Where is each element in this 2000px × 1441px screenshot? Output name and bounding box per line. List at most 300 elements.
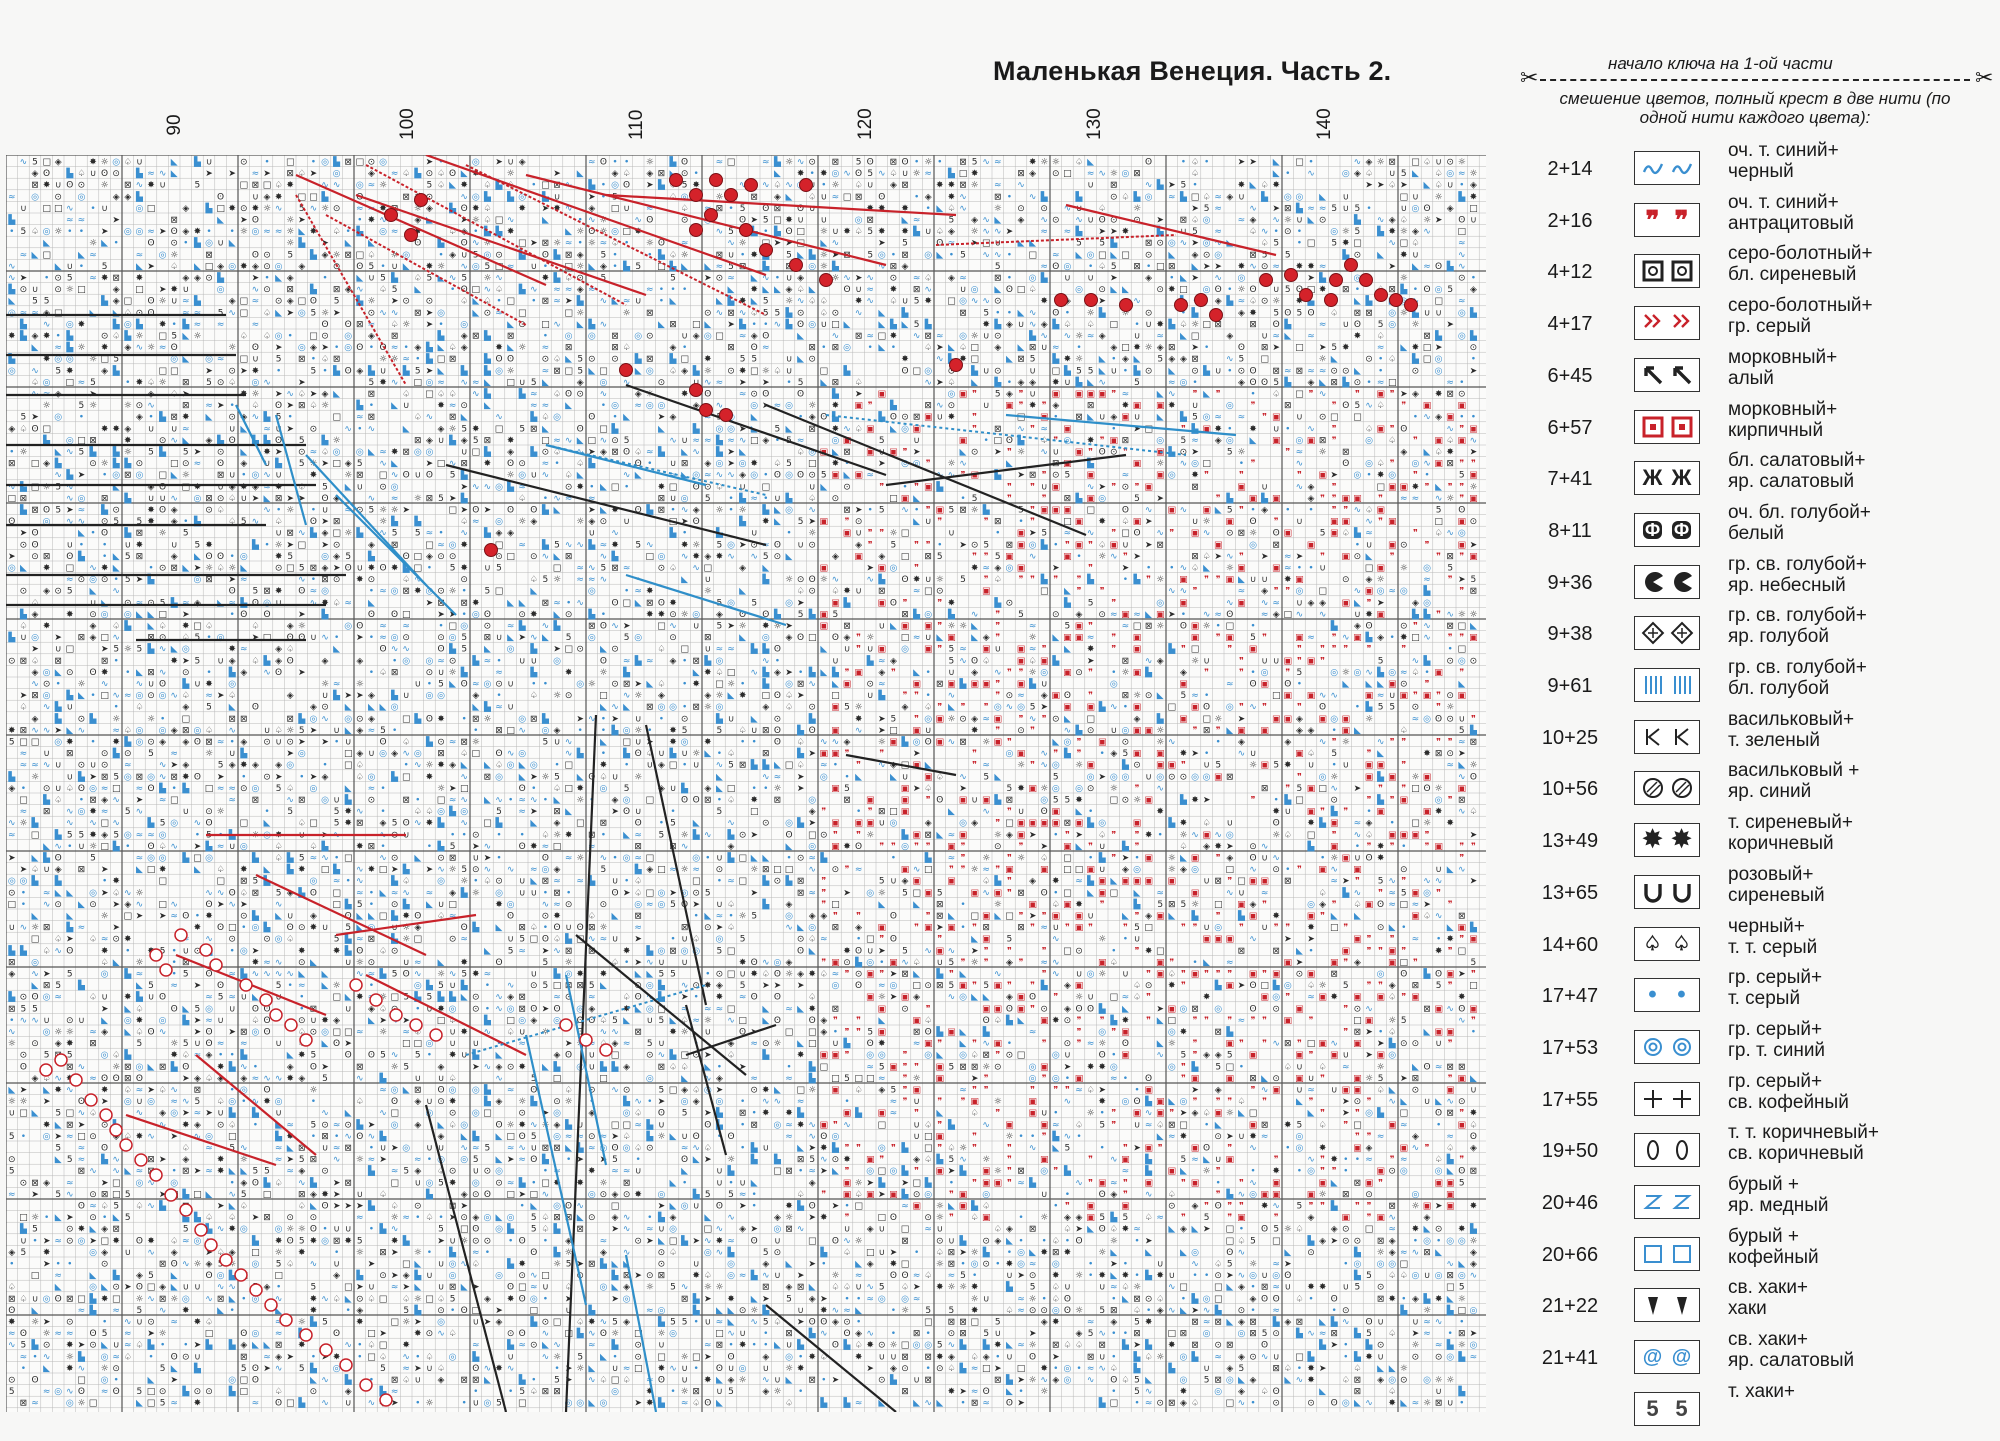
svg-text:□: □ bbox=[448, 506, 457, 516]
svg-text:◣: ◣ bbox=[786, 424, 793, 434]
svg-text:❞: ❞ bbox=[868, 807, 873, 817]
svg-text:5: 5 bbox=[995, 390, 1001, 400]
svg-text:•: • bbox=[241, 772, 246, 782]
svg-text:☼: ☼ bbox=[449, 424, 457, 434]
svg-text:•: • bbox=[1250, 390, 1255, 400]
svg-text:ʘ: ʘ bbox=[229, 888, 236, 898]
svg-text:ʘ: ʘ bbox=[1470, 772, 1477, 782]
svg-text:◈: ◈ bbox=[1261, 506, 1268, 516]
svg-text:♤: ♤ bbox=[820, 297, 828, 307]
svg-text:✸: ✸ bbox=[692, 552, 700, 562]
svg-text:⊠: ⊠ bbox=[101, 656, 109, 666]
svg-text:▣: ▣ bbox=[820, 622, 829, 632]
svg-text:▙: ▙ bbox=[367, 364, 376, 376]
svg-text:□: □ bbox=[506, 552, 515, 562]
svg-text:∿: ∿ bbox=[1029, 714, 1037, 724]
svg-text:◣: ◣ bbox=[507, 320, 514, 330]
svg-text:◣: ◣ bbox=[936, 830, 943, 840]
svg-text:•: • bbox=[1448, 645, 1453, 655]
svg-text:✸: ✸ bbox=[437, 714, 445, 724]
svg-text:☼: ☼ bbox=[1017, 448, 1025, 458]
svg-text:☼: ☼ bbox=[483, 714, 491, 724]
svg-text:▣: ▣ bbox=[1458, 517, 1467, 527]
svg-text:•: • bbox=[1274, 227, 1279, 237]
svg-text:♤: ♤ bbox=[251, 656, 259, 666]
svg-text:☼: ☼ bbox=[1168, 865, 1176, 875]
svg-text:□: □ bbox=[808, 459, 817, 469]
svg-text:•: • bbox=[520, 830, 525, 840]
svg-text:•: • bbox=[90, 529, 95, 539]
svg-text:▙: ▙ bbox=[390, 770, 399, 782]
svg-text:❞: ❞ bbox=[1436, 610, 1441, 620]
svg-text:∪: ∪ bbox=[415, 471, 422, 481]
svg-text:⊙: ⊙ bbox=[484, 308, 492, 318]
svg-text:▙: ▙ bbox=[77, 770, 86, 782]
svg-text:≈: ≈ bbox=[217, 355, 225, 365]
svg-text:⊙: ⊙ bbox=[147, 691, 155, 701]
svg-text:≈: ≈ bbox=[507, 622, 515, 632]
svg-text:◈: ◈ bbox=[368, 540, 375, 550]
svg-text:◎: ◎ bbox=[309, 714, 317, 724]
svg-text:◣: ◣ bbox=[1273, 169, 1280, 179]
svg-text:ʘ: ʘ bbox=[971, 656, 978, 666]
svg-text:∿: ∿ bbox=[971, 610, 979, 620]
svg-text:✸: ✸ bbox=[310, 471, 318, 481]
svg-text:❞: ❞ bbox=[1262, 633, 1267, 643]
svg-text:⊙: ⊙ bbox=[1354, 378, 1362, 388]
svg-text:•: • bbox=[427, 842, 432, 852]
svg-text:5: 5 bbox=[949, 656, 955, 666]
svg-text:ʘ: ʘ bbox=[762, 610, 769, 620]
svg-text:◣: ◣ bbox=[1226, 726, 1233, 736]
svg-text:∪: ∪ bbox=[148, 424, 155, 434]
svg-text:☼: ☼ bbox=[228, 343, 236, 353]
svg-text:♤: ♤ bbox=[657, 680, 665, 690]
svg-text:❞: ❞ bbox=[984, 703, 989, 713]
svg-text:◎: ◎ bbox=[460, 320, 468, 330]
svg-text:•: • bbox=[380, 807, 385, 817]
svg-text:❞: ❞ bbox=[1343, 807, 1348, 817]
svg-text:✸: ✸ bbox=[66, 610, 74, 620]
svg-text:☼: ☼ bbox=[553, 830, 561, 840]
svg-text:5: 5 bbox=[299, 459, 305, 469]
svg-text:▙: ▙ bbox=[877, 573, 886, 585]
svg-text:◣: ◣ bbox=[1250, 181, 1257, 191]
svg-text:∪: ∪ bbox=[438, 668, 445, 678]
svg-text:□: □ bbox=[1237, 877, 1246, 887]
svg-text:▙: ▙ bbox=[1353, 527, 1362, 539]
svg-text:◈: ◈ bbox=[1041, 320, 1048, 330]
svg-text:ʘ: ʘ bbox=[901, 575, 908, 585]
svg-text:♤: ♤ bbox=[553, 448, 561, 458]
svg-text:∪: ∪ bbox=[670, 494, 677, 504]
svg-text:•: • bbox=[148, 564, 153, 574]
svg-text:❞: ❞ bbox=[1262, 703, 1267, 713]
svg-text:▣: ▣ bbox=[1156, 471, 1165, 481]
legend-code: 7+41 bbox=[1520, 468, 1620, 491]
svg-text:□: □ bbox=[912, 366, 921, 376]
svg-text:▙: ▙ bbox=[1075, 724, 1084, 736]
svg-text:◎: ◎ bbox=[1330, 227, 1338, 237]
svg-text:✸: ✸ bbox=[948, 598, 956, 608]
legend-code: 20+46 bbox=[1520, 1192, 1620, 1215]
svg-text:∪: ∪ bbox=[217, 482, 224, 492]
svg-text:▙: ▙ bbox=[263, 654, 272, 666]
svg-text:➤: ➤ bbox=[1098, 772, 1106, 782]
legend-color-2: т. серый bbox=[1728, 988, 1800, 1010]
svg-text:◎: ◎ bbox=[205, 239, 213, 249]
svg-text:□: □ bbox=[1411, 633, 1420, 643]
svg-text:✸: ✸ bbox=[982, 320, 990, 330]
dot-icon bbox=[1634, 978, 1700, 1012]
svg-text:ʘ: ʘ bbox=[252, 703, 259, 713]
svg-text:□: □ bbox=[332, 459, 341, 469]
svg-text:≈: ≈ bbox=[1412, 494, 1420, 504]
svg-text:∿: ∿ bbox=[1156, 529, 1164, 539]
svg-text:✸: ✸ bbox=[182, 772, 190, 782]
svg-text:◈: ◈ bbox=[1099, 332, 1106, 342]
svg-text:▙: ▙ bbox=[657, 248, 666, 260]
svg-text:⊙: ⊙ bbox=[808, 355, 816, 365]
svg-text:∿: ∿ bbox=[600, 320, 608, 330]
svg-text:➤: ➤ bbox=[89, 772, 97, 782]
svg-text:⊠: ⊠ bbox=[1029, 343, 1037, 353]
svg-text:☼: ☼ bbox=[205, 564, 213, 574]
svg-text:☼: ☼ bbox=[402, 320, 410, 330]
svg-text:▙: ▙ bbox=[924, 852, 933, 864]
wave-icon bbox=[1634, 151, 1700, 185]
svg-text:☼: ☼ bbox=[855, 703, 863, 713]
svg-text:◎: ◎ bbox=[1145, 192, 1153, 202]
svg-text:5: 5 bbox=[983, 540, 989, 550]
svg-text:☼: ☼ bbox=[808, 401, 816, 411]
svg-text:5: 5 bbox=[1273, 308, 1279, 318]
svg-text:▙: ▙ bbox=[761, 875, 770, 887]
svg-text:•: • bbox=[241, 471, 246, 481]
svg-text:•: • bbox=[1204, 749, 1209, 759]
svg-text:≈: ≈ bbox=[553, 598, 561, 608]
svg-text:◣: ◣ bbox=[345, 784, 352, 794]
svg-text:≈: ≈ bbox=[518, 796, 526, 806]
svg-text:✸: ✸ bbox=[959, 355, 967, 365]
svg-text:≈: ≈ bbox=[1133, 610, 1141, 620]
svg-text:✸: ✸ bbox=[576, 482, 584, 492]
svg-text:♤: ♤ bbox=[54, 796, 62, 806]
svg-text:♤: ♤ bbox=[228, 378, 236, 388]
svg-text:ʘ: ʘ bbox=[762, 390, 769, 400]
svg-text:▣: ▣ bbox=[1075, 517, 1084, 527]
svg-text:◣: ◣ bbox=[820, 668, 827, 678]
svg-text:∪: ∪ bbox=[171, 424, 178, 434]
svg-text:≈: ≈ bbox=[344, 598, 352, 608]
svg-text:•: • bbox=[601, 714, 606, 724]
svg-text:▣: ▣ bbox=[1121, 413, 1130, 423]
svg-text:⊙: ⊙ bbox=[1145, 308, 1153, 318]
svg-text:◣: ◣ bbox=[1122, 285, 1129, 295]
svg-text:ʘ: ʘ bbox=[635, 749, 642, 759]
svg-text:▣: ▣ bbox=[1388, 680, 1397, 690]
swatch-symbol bbox=[1640, 414, 1666, 440]
swatch-symbol bbox=[1640, 258, 1666, 284]
svg-text:◣: ◣ bbox=[994, 216, 1001, 226]
svg-text:⊠: ⊠ bbox=[43, 552, 51, 562]
svg-text:⊠: ⊠ bbox=[1226, 772, 1234, 782]
svg-text:5: 5 bbox=[21, 413, 27, 423]
svg-text:◈: ◈ bbox=[101, 366, 108, 376]
svg-text:≈: ≈ bbox=[542, 343, 550, 353]
svg-text:▙: ▙ bbox=[912, 608, 921, 620]
svg-text:◣: ◣ bbox=[762, 854, 769, 864]
legend-color-1: бурый + bbox=[1728, 1226, 1799, 1248]
svg-text:❞: ❞ bbox=[1216, 575, 1221, 585]
svg-text:∪: ∪ bbox=[101, 204, 108, 214]
svg-text:◣: ◣ bbox=[751, 854, 758, 864]
svg-text:▣: ▣ bbox=[1086, 703, 1095, 713]
svg-text:◎: ◎ bbox=[135, 726, 143, 736]
svg-text:◣: ◣ bbox=[681, 575, 688, 585]
svg-text:▙: ▙ bbox=[309, 248, 318, 260]
svg-text:◎: ◎ bbox=[1063, 262, 1071, 272]
svg-text:≈: ≈ bbox=[704, 436, 712, 446]
svg-text:∿: ∿ bbox=[982, 807, 990, 817]
swatch-symbol: ✸ bbox=[1669, 827, 1695, 853]
svg-text:•: • bbox=[438, 320, 443, 330]
svg-text:▙: ▙ bbox=[669, 260, 678, 272]
svg-text:▣: ▣ bbox=[820, 610, 829, 620]
svg-text:5: 5 bbox=[1331, 343, 1337, 353]
svg-text:▙: ▙ bbox=[1399, 283, 1408, 295]
svg-text:➤: ➤ bbox=[576, 714, 584, 724]
svg-text:◈: ◈ bbox=[600, 448, 607, 458]
svg-text:◣: ◣ bbox=[113, 482, 120, 492]
svg-text:▣: ▣ bbox=[1307, 784, 1316, 794]
svg-text:❞: ❞ bbox=[1285, 448, 1290, 458]
svg-text:•: • bbox=[1366, 471, 1371, 481]
svg-text:☼: ☼ bbox=[135, 888, 143, 898]
svg-text:◈: ◈ bbox=[1180, 865, 1187, 875]
svg-text:•: • bbox=[601, 401, 606, 411]
svg-text:⊠: ⊠ bbox=[994, 274, 1002, 284]
svg-text:♤: ♤ bbox=[217, 506, 225, 516]
svg-text:➤: ➤ bbox=[1330, 471, 1338, 481]
svg-text:◣: ◣ bbox=[542, 216, 549, 226]
svg-text:◣: ◣ bbox=[484, 378, 491, 388]
svg-text:∿: ∿ bbox=[1435, 877, 1443, 887]
swatch-symbol bbox=[1669, 1292, 1695, 1318]
svg-text:◣: ◣ bbox=[1064, 714, 1071, 724]
svg-text:□: □ bbox=[924, 587, 933, 597]
svg-text:∿: ∿ bbox=[1249, 204, 1257, 214]
svg-text:∿: ∿ bbox=[681, 842, 689, 852]
svg-text:▣: ▣ bbox=[843, 529, 852, 539]
swatch-symbol bbox=[1669, 1241, 1695, 1267]
svg-text:•: • bbox=[496, 691, 501, 701]
svg-text:▣: ▣ bbox=[1005, 865, 1014, 875]
svg-text:⊙: ⊙ bbox=[832, 308, 840, 318]
svg-text:≈: ≈ bbox=[228, 784, 236, 794]
svg-text:♤: ♤ bbox=[263, 308, 271, 318]
svg-text:∿: ∿ bbox=[1029, 192, 1037, 202]
svg-text:✸: ✸ bbox=[356, 575, 364, 585]
svg-text:◈: ◈ bbox=[217, 262, 224, 272]
svg-text:♤: ♤ bbox=[19, 424, 27, 434]
svg-text:☼: ☼ bbox=[251, 390, 259, 400]
svg-text:♤: ♤ bbox=[924, 274, 932, 284]
svg-text:◣: ◣ bbox=[1006, 355, 1013, 365]
svg-text:ʘ: ʘ bbox=[263, 610, 270, 620]
svg-text:⊠: ⊠ bbox=[1458, 796, 1466, 806]
svg-text:▣: ▣ bbox=[1423, 772, 1432, 782]
svg-text:☼: ☼ bbox=[1446, 494, 1454, 504]
svg-text:ʘ: ʘ bbox=[774, 691, 781, 701]
svg-text:⊠: ⊠ bbox=[484, 633, 492, 643]
svg-text:ʘ: ʘ bbox=[542, 250, 549, 260]
svg-text:•: • bbox=[1100, 749, 1105, 759]
svg-text:◣: ◣ bbox=[32, 250, 39, 260]
svg-text:≈: ≈ bbox=[310, 448, 318, 458]
svg-text:5: 5 bbox=[392, 529, 398, 539]
svg-text:✸: ✸ bbox=[112, 424, 120, 434]
svg-text:•: • bbox=[1007, 308, 1012, 318]
svg-text:❞: ❞ bbox=[1088, 691, 1093, 701]
svg-text:❞: ❞ bbox=[856, 761, 861, 771]
svg-text:▣: ▣ bbox=[1376, 424, 1385, 434]
svg-text:▙: ▙ bbox=[518, 388, 527, 400]
svg-text:∿: ∿ bbox=[762, 181, 770, 191]
svg-text:•: • bbox=[763, 227, 768, 237]
svg-text:❞: ❞ bbox=[1332, 633, 1337, 643]
svg-text:•: • bbox=[624, 587, 629, 597]
legend-color-2: яр. голубой bbox=[1728, 626, 1829, 648]
svg-text:◈: ◈ bbox=[356, 366, 363, 376]
svg-text:☼: ☼ bbox=[715, 691, 723, 701]
svg-text:⊠: ⊠ bbox=[866, 216, 874, 226]
svg-text:⊙: ⊙ bbox=[1284, 227, 1292, 237]
svg-text:▙: ▙ bbox=[576, 295, 585, 307]
svg-text:▙: ▙ bbox=[1179, 794, 1188, 806]
svg-text:◎: ◎ bbox=[159, 691, 167, 701]
svg-text:5: 5 bbox=[90, 378, 96, 388]
svg-text:❞: ❞ bbox=[1019, 390, 1024, 400]
svg-text:❞: ❞ bbox=[1401, 645, 1406, 655]
svg-text:☼: ☼ bbox=[820, 227, 828, 237]
svg-text:∿: ∿ bbox=[391, 471, 399, 481]
svg-text:◣: ◣ bbox=[461, 169, 468, 179]
svg-text:⊙: ⊙ bbox=[321, 332, 329, 342]
svg-text:◣: ◣ bbox=[878, 308, 885, 318]
swatch-symbol: Ф bbox=[1640, 517, 1666, 543]
svg-text:◎: ◎ bbox=[1203, 772, 1211, 782]
svg-text:✸: ✸ bbox=[136, 378, 144, 388]
svg-text:⊠: ⊠ bbox=[170, 564, 178, 574]
svg-text:▙: ▙ bbox=[216, 272, 225, 284]
svg-text:•: • bbox=[1053, 830, 1058, 840]
svg-text:◈: ◈ bbox=[159, 738, 166, 748]
svg-text:⊙: ⊙ bbox=[205, 274, 213, 284]
svg-text:☼: ☼ bbox=[1284, 216, 1292, 226]
svg-text:◈: ◈ bbox=[438, 424, 445, 434]
svg-text:ʘ: ʘ bbox=[739, 610, 746, 620]
svg-text:•: • bbox=[995, 308, 1000, 318]
legend-color-1: гр. св. голубой+ bbox=[1728, 554, 1867, 576]
svg-text:∿: ∿ bbox=[1458, 262, 1466, 272]
svg-text:5: 5 bbox=[427, 274, 433, 284]
svg-text:▣: ▣ bbox=[1342, 726, 1351, 736]
svg-text:❞: ❞ bbox=[1053, 575, 1058, 585]
legend-code: 6+57 bbox=[1520, 417, 1620, 440]
svg-text:⊠: ⊠ bbox=[646, 598, 654, 608]
svg-text:▙: ▙ bbox=[1040, 573, 1049, 585]
svg-text:⊙: ⊙ bbox=[565, 482, 573, 492]
svg-text:▙: ▙ bbox=[506, 190, 515, 202]
svg-text:◣: ◣ bbox=[182, 436, 189, 446]
svg-text:∿: ∿ bbox=[159, 169, 167, 179]
svg-text:⊠: ⊠ bbox=[78, 865, 86, 875]
svg-text:□: □ bbox=[506, 297, 515, 307]
svg-text:⊠: ⊠ bbox=[924, 830, 932, 840]
svg-text:▙: ▙ bbox=[1040, 538, 1049, 550]
svg-text:⊙: ⊙ bbox=[368, 796, 376, 806]
svg-text:□: □ bbox=[1423, 355, 1432, 365]
svg-text:ʘ: ʘ bbox=[472, 506, 479, 516]
svg-text:⊙: ⊙ bbox=[600, 517, 608, 527]
svg-text:∪: ∪ bbox=[589, 529, 596, 539]
svg-text:∿: ∿ bbox=[460, 819, 468, 829]
svg-text:❞: ❞ bbox=[1378, 517, 1383, 527]
svg-text:▙: ▙ bbox=[1179, 190, 1188, 202]
svg-text:∪: ∪ bbox=[681, 436, 688, 446]
svg-text:◎: ◎ bbox=[344, 714, 352, 724]
svg-text:◎: ◎ bbox=[1388, 471, 1396, 481]
svg-text:✸: ✸ bbox=[170, 656, 178, 666]
svg-text:◎: ◎ bbox=[379, 158, 387, 168]
svg-text:ʘ: ʘ bbox=[704, 390, 711, 400]
svg-text:•: • bbox=[1297, 680, 1302, 690]
svg-text:❞: ❞ bbox=[845, 517, 850, 527]
svg-text:❞: ❞ bbox=[1285, 668, 1290, 678]
svg-text:☼: ☼ bbox=[1203, 517, 1211, 527]
svg-text:⊠: ⊠ bbox=[333, 355, 341, 365]
svg-text:◣: ◣ bbox=[345, 726, 352, 736]
svg-text:◎: ◎ bbox=[135, 471, 143, 481]
svg-text:ʘ: ʘ bbox=[1423, 784, 1430, 794]
svg-text:5: 5 bbox=[728, 761, 734, 771]
svg-text:✸: ✸ bbox=[576, 784, 584, 794]
svg-text:⊙: ⊙ bbox=[43, 680, 51, 690]
svg-text:◣: ◣ bbox=[484, 761, 491, 771]
svg-text:♤: ♤ bbox=[797, 587, 805, 597]
legend-color-2: св. кофейный bbox=[1728, 1092, 1849, 1114]
svg-text:⊠: ⊠ bbox=[1168, 343, 1176, 353]
svg-text:➤: ➤ bbox=[1017, 471, 1025, 481]
svg-text:□: □ bbox=[414, 378, 423, 388]
svg-text:5: 5 bbox=[32, 297, 38, 307]
svg-text:≈: ≈ bbox=[252, 169, 260, 179]
svg-text:⊙: ⊙ bbox=[298, 448, 306, 458]
svg-text:❞: ❞ bbox=[926, 842, 931, 852]
svg-text:•: • bbox=[206, 668, 211, 678]
svg-text:◣: ◣ bbox=[1029, 239, 1036, 249]
svg-text:☼: ☼ bbox=[1156, 622, 1164, 632]
svg-text:ʘ: ʘ bbox=[403, 552, 410, 562]
svg-text:•: • bbox=[775, 656, 780, 666]
svg-text:➤: ➤ bbox=[658, 413, 666, 423]
svg-text:•: • bbox=[1123, 366, 1128, 376]
svg-text:∿: ∿ bbox=[704, 830, 712, 840]
svg-text:∪: ∪ bbox=[252, 355, 259, 365]
legend-color-1: васильковый+ bbox=[1728, 709, 1854, 731]
svg-text:•: • bbox=[1181, 308, 1186, 318]
